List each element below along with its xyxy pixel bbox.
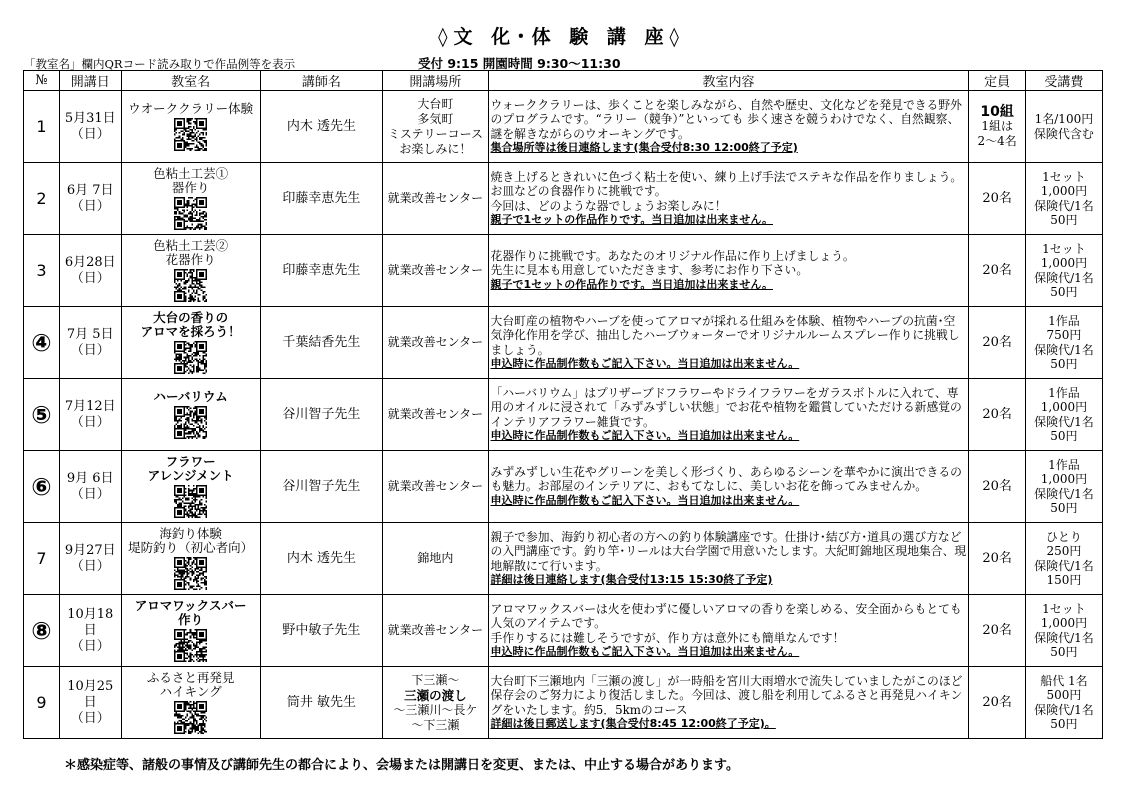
- description-note: 親子で1セットの作品作りです。当日追加は出来ません。: [490, 277, 773, 291]
- instructor-name: 印藤幸恵先生: [260, 235, 383, 307]
- course-fee: 1セット 1,000円 保険代/1名 50円: [1025, 235, 1102, 307]
- course-date: 6月28日 （日）: [59, 235, 121, 307]
- row-number: 3: [24, 235, 60, 307]
- course-description: 花器作りに挑戦です。あなたのオリジナル作品に作り上げましょう。 先生に見本も用意していただきます、参考にお作り下さい。 親子で1セットの作品作りです。当日追加は出来ません。: [488, 235, 969, 307]
- qr-note: 「教室名」欄内QRコード読み取りで作品例等を表示: [24, 57, 296, 71]
- instructor-name: 内木 透先生: [260, 91, 383, 163]
- footnote: ＊感染症等、諸般の事情及び講師先生の都合により、会場または開講日を変更、または、中止する場合があります。: [64, 758, 739, 773]
- table-header-row: [24, 71, 1103, 91]
- course-capacity: 20名: [969, 451, 1025, 523]
- qr-code-icon[interactable]: [174, 341, 207, 374]
- course-description: 大台町産の植物やハーブを使ってアロマが採れる仕組みを体験、植物やハーブの抗菌･空気浄化作用を学び、抽出したハーブウォーターでオリジナルルームスプレー作りに挑戦しましょう。 申込時に作品制作数もご記入下さい。当日追加は出来ません。: [488, 307, 969, 379]
- table-row: [24, 667, 1103, 739]
- description-note: 親子で1セットの作品作りです。当日追加は出来ません。: [490, 212, 773, 226]
- header-class: 教室名: [121, 71, 260, 91]
- reception-time: 受付 9:15 開園時間 9:30〜11:30: [418, 56, 621, 71]
- row-number: ⑤: [24, 379, 60, 451]
- course-place: 就業改善センター: [383, 307, 488, 379]
- table-row: [24, 235, 1103, 307]
- qr-code-icon[interactable]: [174, 118, 207, 151]
- course-date: 9月27日 （日）: [59, 523, 121, 595]
- course-capacity: 20名: [969, 235, 1025, 307]
- course-name: 色粘土工芸① 器作り: [121, 163, 260, 235]
- course-fee: 1名/100円 保険代含む: [1025, 91, 1102, 163]
- description-note: 詳細は後日郵送します(集合受付8:45 12:00終了予定)。: [490, 716, 776, 730]
- row-number: 1: [24, 91, 60, 163]
- qr-code-icon[interactable]: [174, 701, 207, 734]
- qr-code-icon[interactable]: [174, 269, 207, 302]
- instructor-name: 印藤幸恵先生: [260, 163, 383, 235]
- description-note: 集合場所等は後日連絡します(集合受付8:30 12:00終了予定): [490, 140, 798, 154]
- table-row: [24, 163, 1103, 235]
- header-content: 教室内容: [488, 71, 969, 91]
- course-name: アロマワックスバー 作り: [121, 595, 260, 667]
- description-note: 申込時に作品制作数もご記入下さい。当日追加は出来ません。: [490, 644, 800, 658]
- course-date: 7月12日 （日）: [59, 379, 121, 451]
- course-description: アロマワックスバーは火を使わずに優しいアロマの香りを楽しめる、安全面からもとても人気のアイテムです。 手作りするには難しそうですが、作り方は意外にも簡単なんです！ 申込時に作品制作数もご記入下さい。当日追加は出来ません。: [488, 595, 969, 667]
- course-fee: 1セット 1,000円 保険代/1名 50円: [1025, 163, 1102, 235]
- course-description: みずみずしい生花やグリーンを美しく形づくり、あらゆるシーンを華やかに演出できるのも魅力。お部屋のインテリアに、おもてなしに、美しいお花を飾ってみませんか。 申込時に作品制作数もご記入下さい。当日追加は出来ません。: [488, 451, 969, 523]
- course-description: ウォーククラリーは、歩くことを楽しみながら、自然や歴史、文化などを発見できる野外のプログラムです。“ラリー（競争）”といっても 歩く速さを競うわけでなく、自然観察、謎を解きながらのウオーキングです。 集合場所等は後日連絡します(集合受付8:30 12:00終了予定): [488, 91, 969, 163]
- header-fee: 受講費: [1025, 71, 1102, 91]
- description-note: 詳細は後日連絡します(集合受付13:15 15:30終了予定): [490, 572, 773, 586]
- table-row: [24, 379, 1103, 451]
- course-fee: ひとり 250円 保険代/1名 150円: [1025, 523, 1102, 595]
- course-description: 焼き上げるときれいに色づく粘土を使い、練り上げ手法でステキな作品を作りましょう。お皿などの食器作りに挑戦です。 今回は、どのような器でしょうお楽しみに！ 親子で1セットの作品作りです。当日追加は出来ません。: [488, 163, 969, 235]
- course-date: 7月 5日 （日）: [59, 307, 121, 379]
- course-date: 10月18日 （日）: [59, 595, 121, 667]
- course-capacity: 20名: [969, 307, 1025, 379]
- course-place: 就業改善センター: [383, 163, 488, 235]
- table-row: [24, 91, 1103, 163]
- course-capacity: 20名: [969, 667, 1025, 739]
- course-capacity: 20名: [969, 595, 1025, 667]
- qr-code-icon[interactable]: [174, 197, 207, 230]
- row-number: ⑥: [24, 451, 60, 523]
- instructor-name: 内木 透先生: [260, 523, 383, 595]
- course-name: ふるさと再発見 ハイキング: [121, 667, 260, 739]
- row-number: ⑧: [24, 595, 60, 667]
- course-place: 就業改善センター: [383, 451, 488, 523]
- instructor-name: 谷川智子先生: [260, 451, 383, 523]
- page-title: ◊文 化･体 験 講 座◊: [438, 26, 685, 48]
- course-name: 海釣り体験 堤防釣り（初心者向）: [121, 523, 260, 595]
- course-name: フラワー アレンジメント: [121, 451, 260, 523]
- course-place: 大台町 多気町 ミステリーコース お楽しみに！: [383, 91, 488, 163]
- header-capacity: 定員: [969, 71, 1025, 91]
- instructor-name: 筒井 敏先生: [260, 667, 383, 739]
- course-date: 5月31日 （日）: [59, 91, 121, 163]
- table-row: [24, 307, 1103, 379]
- instructor-name: 千葉結香先生: [260, 307, 383, 379]
- header-place: 開講場所: [383, 71, 488, 91]
- course-description: 大台町下三瀬地内「三瀬の渡し」が一時船を宮川大雨増水で流失していましたがこのほど保存会のご努力により復活しました。今回は、渡し船を利用してふるさと再発見ハイキングをいたします。約5．5kmのコース 詳細は後日郵送します(集合受付8:45 12:00終了予定)。: [488, 667, 969, 739]
- row-number: 2: [24, 163, 60, 235]
- course-date: 10月25日 （日）: [59, 667, 121, 739]
- course-name: ウオーククラリー体験: [121, 91, 260, 163]
- table-row: [24, 523, 1103, 595]
- course-name: 大台の香りの アロマを採ろう！: [121, 307, 260, 379]
- header-instructor: 講師名: [260, 71, 383, 91]
- qr-code-icon[interactable]: [174, 485, 207, 518]
- course-name: 色粘土工芸② 花器作り: [121, 235, 260, 307]
- description-note: 申込時に作品制作数もご記入下さい。当日追加は出来ません。: [490, 356, 800, 370]
- qr-code-icon[interactable]: [174, 406, 207, 439]
- course-fee: 船代 1名 500円 保険代/1名 50円: [1025, 667, 1102, 739]
- course-place: 錦地内: [383, 523, 488, 595]
- description-note: 申込時に作品制作数もご記入下さい。当日追加は出来ません。: [490, 493, 800, 507]
- course-place: 就業改善センター: [383, 379, 488, 451]
- header-date: 開講日: [59, 71, 121, 91]
- course-place: 就業改善センター: [383, 235, 488, 307]
- description-note: 申込時に作品制作数もご記入下さい。当日追加は出来ません。: [490, 428, 800, 442]
- course-name: ハーバリウム: [121, 379, 260, 451]
- instructor-name: 野中敏子先生: [260, 595, 383, 667]
- table-row: [24, 451, 1103, 523]
- course-date: 9月 6日 （日）: [59, 451, 121, 523]
- row-number: 7: [24, 523, 60, 595]
- course-date: 6月 7日 （日）: [59, 163, 121, 235]
- course-fee: 1セット 1,000円 保険代/1名 50円: [1025, 595, 1102, 667]
- qr-code-icon[interactable]: [174, 629, 207, 662]
- course-fee: 1作品 1,000円 保険代/1名 50円: [1025, 379, 1102, 451]
- course-capacity: 20名: [969, 163, 1025, 235]
- course-description: 「ハーバリウム」はプリザーブドフラワーやドライフラワーをガラスボトルに入れて、専用のオイルに浸されて「みずみずしい状態」でお花や植物を鑑賞していただける新感覚のインテリアフラワー雑貨です。 申込時に作品制作数もご記入下さい。当日追加は出来ません。: [488, 379, 969, 451]
- table-row: [24, 595, 1103, 667]
- course-description: 親子で参加、海釣り初心者の方への釣り体験講座です。仕掛け･結び方･道具の選び方などの入門講座です。釣り竿･リールは大台学園で用意いたします。大紀町錦地区現地集合、現地解散にて行います。 詳細は後日連絡します(集合受付13:15 15:30終了予定): [488, 523, 969, 595]
- course-fee: 1作品 1,000円 保険代/1名 50円: [1025, 451, 1102, 523]
- qr-code-icon[interactable]: [174, 557, 207, 590]
- course-place: 就業改善センター: [383, 595, 488, 667]
- course-table: [23, 70, 1103, 739]
- course-capacity: 20名: [969, 523, 1025, 595]
- course-capacity: 10組 1組は 2〜4名: [969, 91, 1025, 163]
- header-no: №: [24, 71, 60, 91]
- course-fee: 1作品 750円 保険代/1名 50円: [1025, 307, 1102, 379]
- course-capacity: 20名: [969, 379, 1025, 451]
- row-number: 9: [24, 667, 60, 739]
- instructor-name: 谷川智子先生: [260, 379, 383, 451]
- course-place: 下三瀬〜 三瀬の渡し 〜三瀬川〜長ケ 〜下三瀬: [383, 667, 488, 739]
- row-number: ④: [24, 307, 60, 379]
